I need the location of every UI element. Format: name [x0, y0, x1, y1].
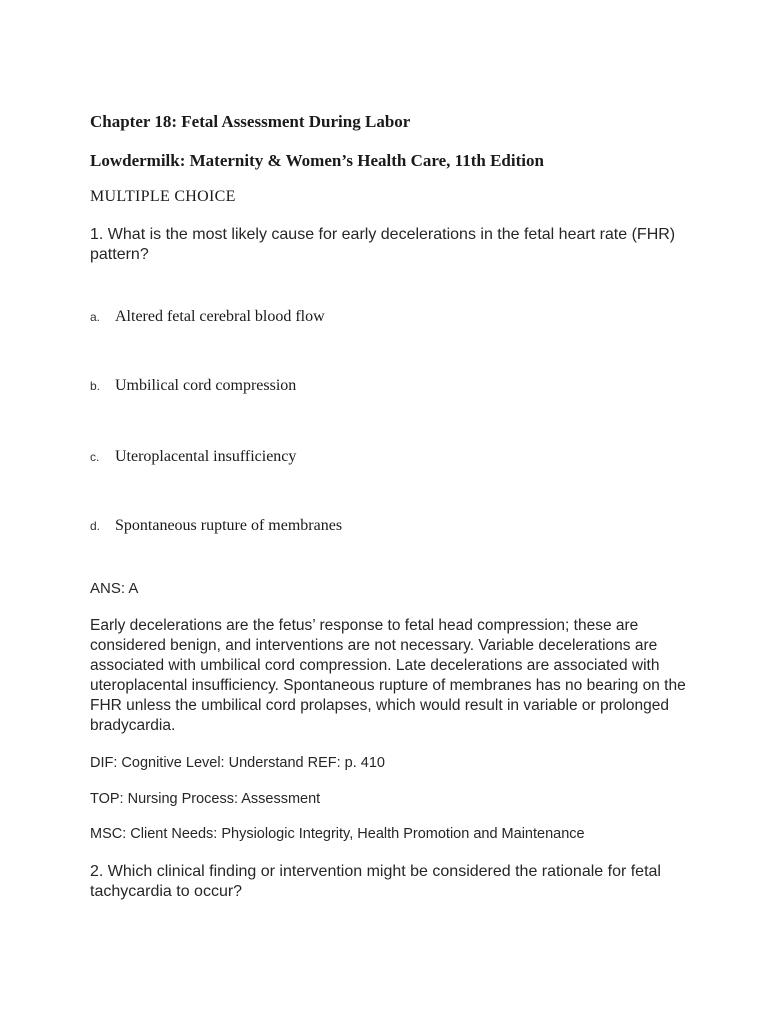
choice-d-text: Spontaneous rupture of membranes [115, 517, 343, 534]
choice-a-text: Altered fetal cerebral blood flow [115, 308, 325, 325]
choice-b-letter: b. [90, 379, 101, 393]
choice-c [90, 450, 650, 474]
choice-a [90, 310, 650, 334]
answer-key: ANS: A [90, 580, 139, 597]
choice-b-text: Umbilical cord compression [115, 377, 297, 394]
choice-a-letter: a. [90, 310, 101, 324]
answer-rationale: Early decelerations are the fetus’ response to fetal head compression; these are considered benign, and interventions are not necessary. Variable decelerations are associated with umbilical cord compression. Late decelerations are associated with uteroplacental insufficiency. Spontaneous rupture of membranes has no bearing on the FHR unless the umbilical cord prolapses, which would result in variable or prolonged bradycardia. [90, 617, 686, 734]
choice-d-letter: d. [90, 519, 101, 533]
choice-c-text: Uteroplacental insufficiency [115, 448, 297, 465]
choice-d [90, 519, 650, 543]
question-2-text: 2. Which clinical finding or intervention might be considered the rationale for fetal tachycardia to occur? [90, 863, 661, 900]
question-1-text: 1. What is the most likely cause for early decelerations in the fetal heart rate (FHR) pattern? [90, 226, 676, 263]
chapter-title: Chapter 18: Fetal Assessment During Labor [90, 112, 411, 131]
choice-b [90, 379, 650, 403]
choice-c-letter: c. [90, 450, 100, 464]
book-title: Lowdermilk: Maternity & Women’s Health Care, 11th Edition [90, 151, 544, 170]
client-needs-line: MSC: Client Needs: Physiologic Integrity, Health Promotion and Maintenance [90, 826, 585, 842]
section-label: MULTIPLE CHOICE [90, 188, 236, 205]
difficulty-reference: DIF: Cognitive Level: Understand REF: p. 410 [90, 755, 385, 771]
topic-line: TOP: Nursing Process: Assessment [90, 791, 321, 807]
